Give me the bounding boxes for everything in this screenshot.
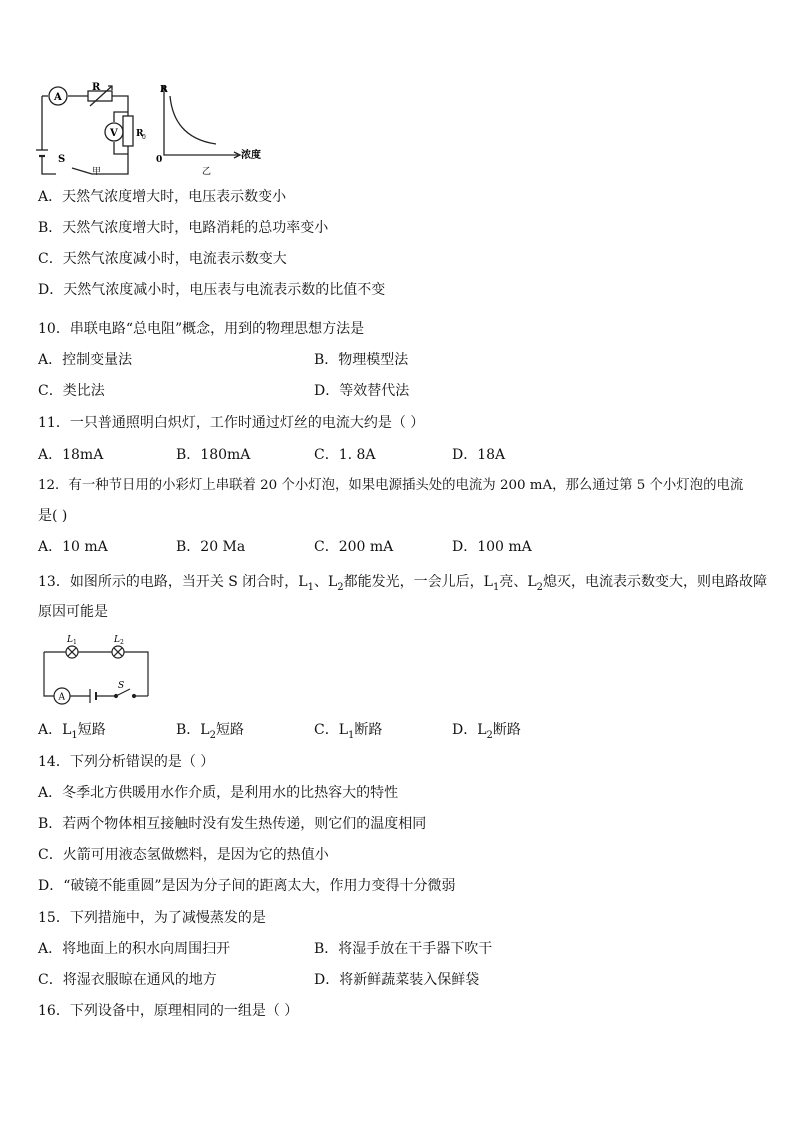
- q13-stem-part5: 熄灭，电流表示数变大，则电路故障: [543, 574, 767, 590]
- q11-option-a: A．18mA: [38, 447, 104, 463]
- switch-s-label: S: [58, 154, 66, 165]
- q13-fig-meter: A: [58, 692, 65, 703]
- q13-stem-part4: 亮、L: [499, 574, 537, 590]
- q13-option-c-pre: C．L: [314, 722, 349, 738]
- q10-stem: 10．串联电路“总电阻”概念，用到的物理思想方法是: [38, 321, 365, 337]
- q13-option-b: [176, 721, 244, 745]
- q14-option-d: D．“破镜不能重圆”是因为分子间的距离太大，作用力变得十分微弱: [38, 878, 456, 894]
- q10-option-d: D．等效替代法: [314, 383, 410, 399]
- q13-option-d-sub: 2: [486, 729, 493, 741]
- q15-option-d: D．将新鲜蔬菜装入保鲜袋: [314, 972, 480, 988]
- q13-option-a-post: 短路: [77, 722, 106, 738]
- q10-option-b: B．物理模型法: [314, 352, 409, 368]
- q13-option-b-pre: B．L: [176, 722, 210, 738]
- q12-option-b: B．20 Ma: [176, 539, 246, 555]
- q11-stem: 11．一只普通照明白炽灯，工作时通过灯丝的电流大约是（ ）: [38, 415, 425, 431]
- q13-fig-l2: L: [114, 635, 120, 645]
- q13-option-c: [314, 721, 382, 745]
- q9-option-c: C．天然气浓度减小时，电流表示数变大: [38, 251, 287, 267]
- q13-option-a-sub: 1: [71, 729, 78, 741]
- q13-option-b-post: 短路: [215, 722, 244, 738]
- graph-origin-label: 0: [156, 155, 163, 165]
- q11-option-b: B．180mA: [176, 447, 251, 463]
- q13-sub-2b: 2: [536, 581, 543, 593]
- q16-stem: 16．下列设备中，原理相同的一组是（ ）: [38, 1003, 299, 1019]
- q13-circuit-figure: [40, 632, 152, 708]
- q13-fig-switch: S: [118, 681, 125, 691]
- q14-option-b: B．若两个物体相互接触时没有发生热传递，则它们的温度相同: [38, 816, 427, 832]
- gas-sensor-circuit-figure: [34, 82, 274, 178]
- q9-option-a: A．天然气浓度增大时，电压表示数变小: [38, 189, 287, 205]
- q13-option-d: [452, 721, 521, 745]
- q13-fig-l2-sub: 2: [120, 639, 124, 646]
- q13-option-a-pre: A．L: [38, 722, 72, 738]
- q15-stem: 15．下列措施中，为了减慢蒸发的是: [38, 910, 266, 926]
- graph-axis-r-label: R: [160, 85, 168, 95]
- q13-sub-1b: 1: [492, 581, 500, 593]
- q13-option-d-pre: D．L: [452, 722, 487, 738]
- q10-option-a: A．控制变量法: [38, 352, 133, 368]
- q13-fig-l1-sub: 1: [73, 639, 77, 646]
- q12-stem-line1: 12．有一种节日用的小彩灯上串联着 20 个小灯泡，如果电源插头处的电流为 200 mA，那么通过第 5 个小灯泡的电流: [38, 478, 744, 493]
- resistor-r-label: R: [92, 82, 101, 93]
- q12-option-c: C．200 mA: [314, 539, 394, 555]
- q14-stem: 14．下列分析错误的是（ ）: [38, 754, 215, 770]
- q13-stem-part3: 都能发光，一会儿后，L: [343, 574, 493, 590]
- q13-stem-part1: 13．如图所示的电路，当开关 S 闭合时，L: [38, 574, 308, 590]
- q9-option-b: B．天然气浓度增大时，电路消耗的总功率变小: [38, 220, 329, 236]
- q13-stem-line1: [38, 573, 767, 597]
- q15-option-c: C．将湿衣服晾在通风的地方: [38, 972, 217, 988]
- q13-stem-line2: 原因可能是: [38, 604, 108, 620]
- q9-option-d: D．天然气浓度减小时，电压表与电流表示数的比值不变: [38, 282, 386, 298]
- resistor-r0-label: R: [136, 129, 144, 139]
- q11-option-d: D．18A: [452, 447, 506, 463]
- q12-option-a: A．10 mA: [38, 539, 108, 555]
- q12-stem-line2: 是( ): [38, 508, 68, 524]
- q12-option-d: D．100 mA: [452, 539, 532, 555]
- q15-option-b: B．将湿手放在干手器下吹干: [314, 941, 493, 957]
- resistor-r0-sub: 0: [142, 134, 146, 141]
- q15-option-a: A．将地面上的积水向周围扫开: [38, 941, 231, 957]
- voltmeter-label: V: [110, 128, 118, 139]
- ammeter-label: A: [54, 92, 62, 103]
- q13-sub-1a: 1: [307, 581, 314, 593]
- q11-option-c: C．1. 8A: [314, 447, 376, 463]
- q13-fig-l1: L: [67, 635, 73, 645]
- q14-option-a: A．冬季北方供暖用水作介质，是利用水的比热容大的特性: [38, 785, 399, 801]
- figure-yi-label: 乙: [202, 167, 212, 177]
- q13-option-c-post: 断路: [354, 722, 383, 738]
- q13-option-a: [38, 721, 106, 745]
- q13-option-c-sub: 1: [348, 729, 355, 741]
- q13-sub-2a: 2: [337, 581, 344, 593]
- q13-option-d-post: 断路: [492, 722, 521, 738]
- q13-stem-part2: 、L: [313, 574, 338, 590]
- q13-option-b-sub: 2: [209, 729, 216, 741]
- q14-option-c: C．火箭可用液态氢做燃料，是因为它的热值小: [38, 847, 329, 863]
- figure-jia-label: 甲: [92, 167, 102, 177]
- q10-option-c: C．类比法: [38, 383, 105, 399]
- graph-axis-x-label: 浓度: [241, 150, 261, 161]
